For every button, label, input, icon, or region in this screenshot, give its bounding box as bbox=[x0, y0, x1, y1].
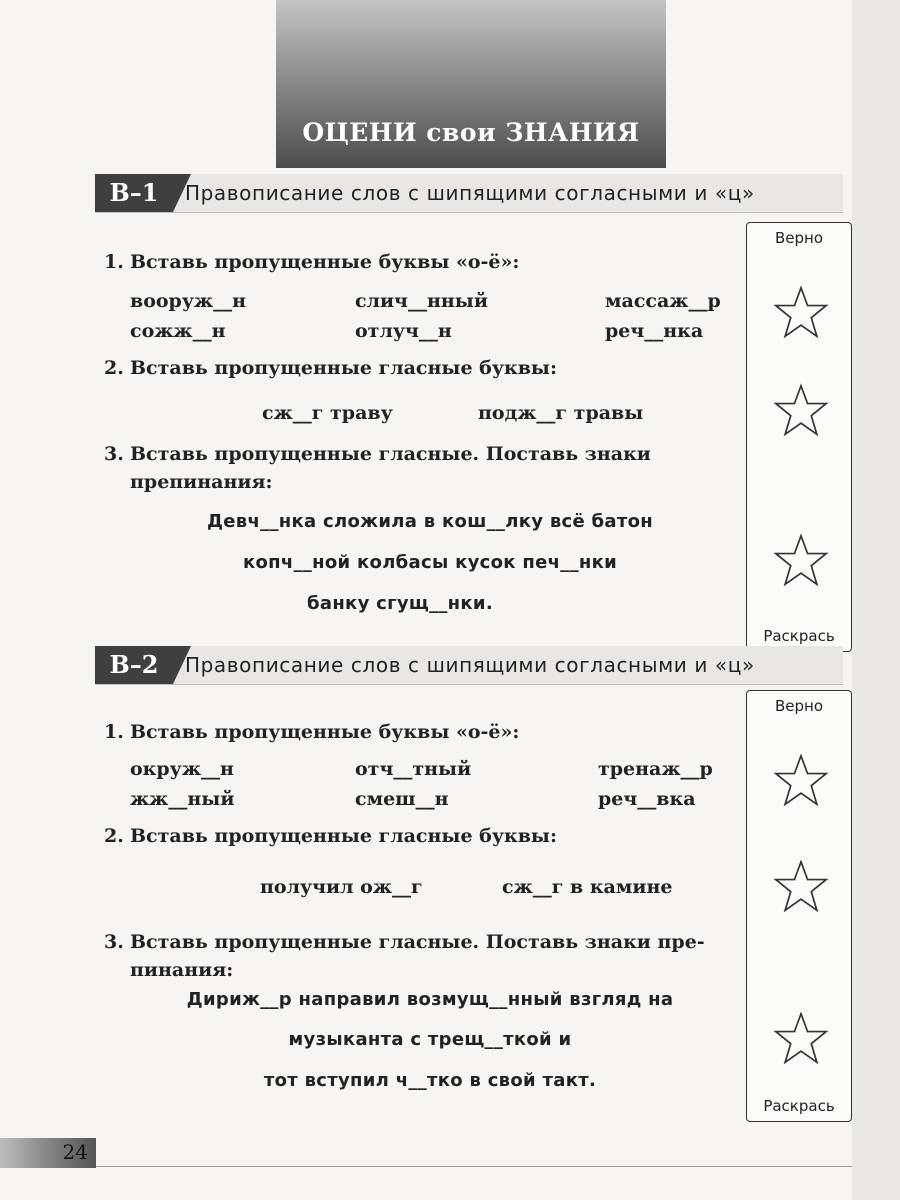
rating-box-v1 bbox=[746, 222, 852, 652]
word-item: реч__вка bbox=[598, 788, 696, 810]
task-text: Вставь пропущенные гласные. Поставь знаки bbox=[130, 443, 651, 465]
page-number-tab bbox=[0, 1138, 96, 1168]
task-number: 2. bbox=[104, 357, 124, 379]
task-text-continued: пинания: bbox=[130, 959, 234, 981]
task-2-instruction bbox=[104, 354, 744, 382]
word-item: тренаж__р bbox=[598, 758, 713, 780]
page-number: 24 bbox=[62, 1140, 88, 1164]
page-edge bbox=[852, 0, 900, 1200]
bottom-rule bbox=[96, 1166, 852, 1167]
star-outline-icon[interactable] bbox=[773, 533, 829, 589]
task-text: Вставь пропущенные гласные буквы: bbox=[130, 357, 557, 379]
rating-color-label: Раскрась bbox=[763, 1097, 835, 1115]
sentence-line: Девч__нка сложила в кош__лку всё батон bbox=[206, 511, 654, 532]
word-item: смеш__н bbox=[355, 788, 449, 810]
task-number: 1. bbox=[104, 721, 124, 743]
rating-color-label: Раскрась bbox=[763, 627, 835, 645]
star-outline-icon[interactable] bbox=[773, 1011, 829, 1067]
word-item: слич__нный bbox=[355, 290, 488, 312]
section-title: Правописание слов с шипящими согласными и «ц» bbox=[185, 653, 755, 677]
word-item: отлуч__н bbox=[355, 320, 452, 342]
star-outline-icon[interactable] bbox=[773, 383, 829, 439]
phrase-item: подж__г травы bbox=[478, 402, 644, 424]
task-2-instruction bbox=[104, 822, 744, 850]
sentence-line: Дириж__р направил возмущ__нный взгляд на bbox=[186, 989, 674, 1010]
task-text: Вставь пропущенные гласные. Поставь знаки пре- bbox=[130, 931, 705, 953]
rating-box-v2 bbox=[746, 690, 852, 1122]
phrase-item: получил ож__г bbox=[260, 876, 423, 898]
section-title: Правописание слов с шипящими согласными и «ц» bbox=[185, 181, 755, 205]
variant-badge: В–1 bbox=[95, 174, 173, 212]
rating-correct-label: Верно bbox=[774, 697, 824, 715]
phrase-item: сж__г траву bbox=[262, 402, 393, 424]
task-number: 2. bbox=[104, 825, 124, 847]
word-item: массаж__р bbox=[605, 290, 721, 312]
task-text: Вставь пропущенные гласные буквы: bbox=[130, 825, 557, 847]
sentence-line: тот вступил ч__тко в свой такт. bbox=[263, 1070, 597, 1091]
star-outline-icon[interactable] bbox=[773, 285, 829, 341]
phrase-item: сж__г в камине bbox=[502, 876, 673, 898]
task-number: 3. bbox=[104, 443, 124, 465]
word-item: жж__ный bbox=[130, 788, 235, 810]
word-item: сожж__н bbox=[130, 320, 226, 342]
task-3-instruction bbox=[104, 440, 744, 496]
page-title: ОЦЕНИ свои ЗНАНИЯ bbox=[302, 118, 640, 147]
word-item: вооруж__н bbox=[130, 290, 247, 312]
task-text-continued: препинания: bbox=[130, 471, 273, 493]
variant-badge: В–2 bbox=[95, 646, 173, 684]
section-header-v1 bbox=[95, 174, 843, 213]
word-item: реч__нка bbox=[605, 320, 704, 342]
task-number: 3. bbox=[104, 931, 124, 953]
word-item: окруж__н bbox=[130, 758, 234, 780]
sentence-line: копч__ной колбасы кусок печ__нки bbox=[242, 552, 618, 573]
task-text: Вставь пропущенные буквы «о-ё»: bbox=[130, 721, 520, 743]
star-outline-icon[interactable] bbox=[773, 859, 829, 915]
section-header-v2 bbox=[95, 646, 843, 685]
task-number: 1. bbox=[104, 251, 124, 273]
word-item: отч__тный bbox=[355, 758, 472, 780]
sentence-line: банку сгущ__нки. bbox=[307, 593, 493, 614]
star-outline-icon[interactable] bbox=[773, 753, 829, 809]
sentence-line: музыканта с трещ__ткой и bbox=[288, 1029, 572, 1050]
rating-correct-label: Верно bbox=[774, 229, 824, 247]
task-1-instruction bbox=[104, 248, 744, 276]
task-3-instruction bbox=[104, 928, 744, 984]
task-1-instruction bbox=[104, 718, 744, 746]
task-text: Вставь пропущенные буквы «о-ё»: bbox=[130, 251, 520, 273]
